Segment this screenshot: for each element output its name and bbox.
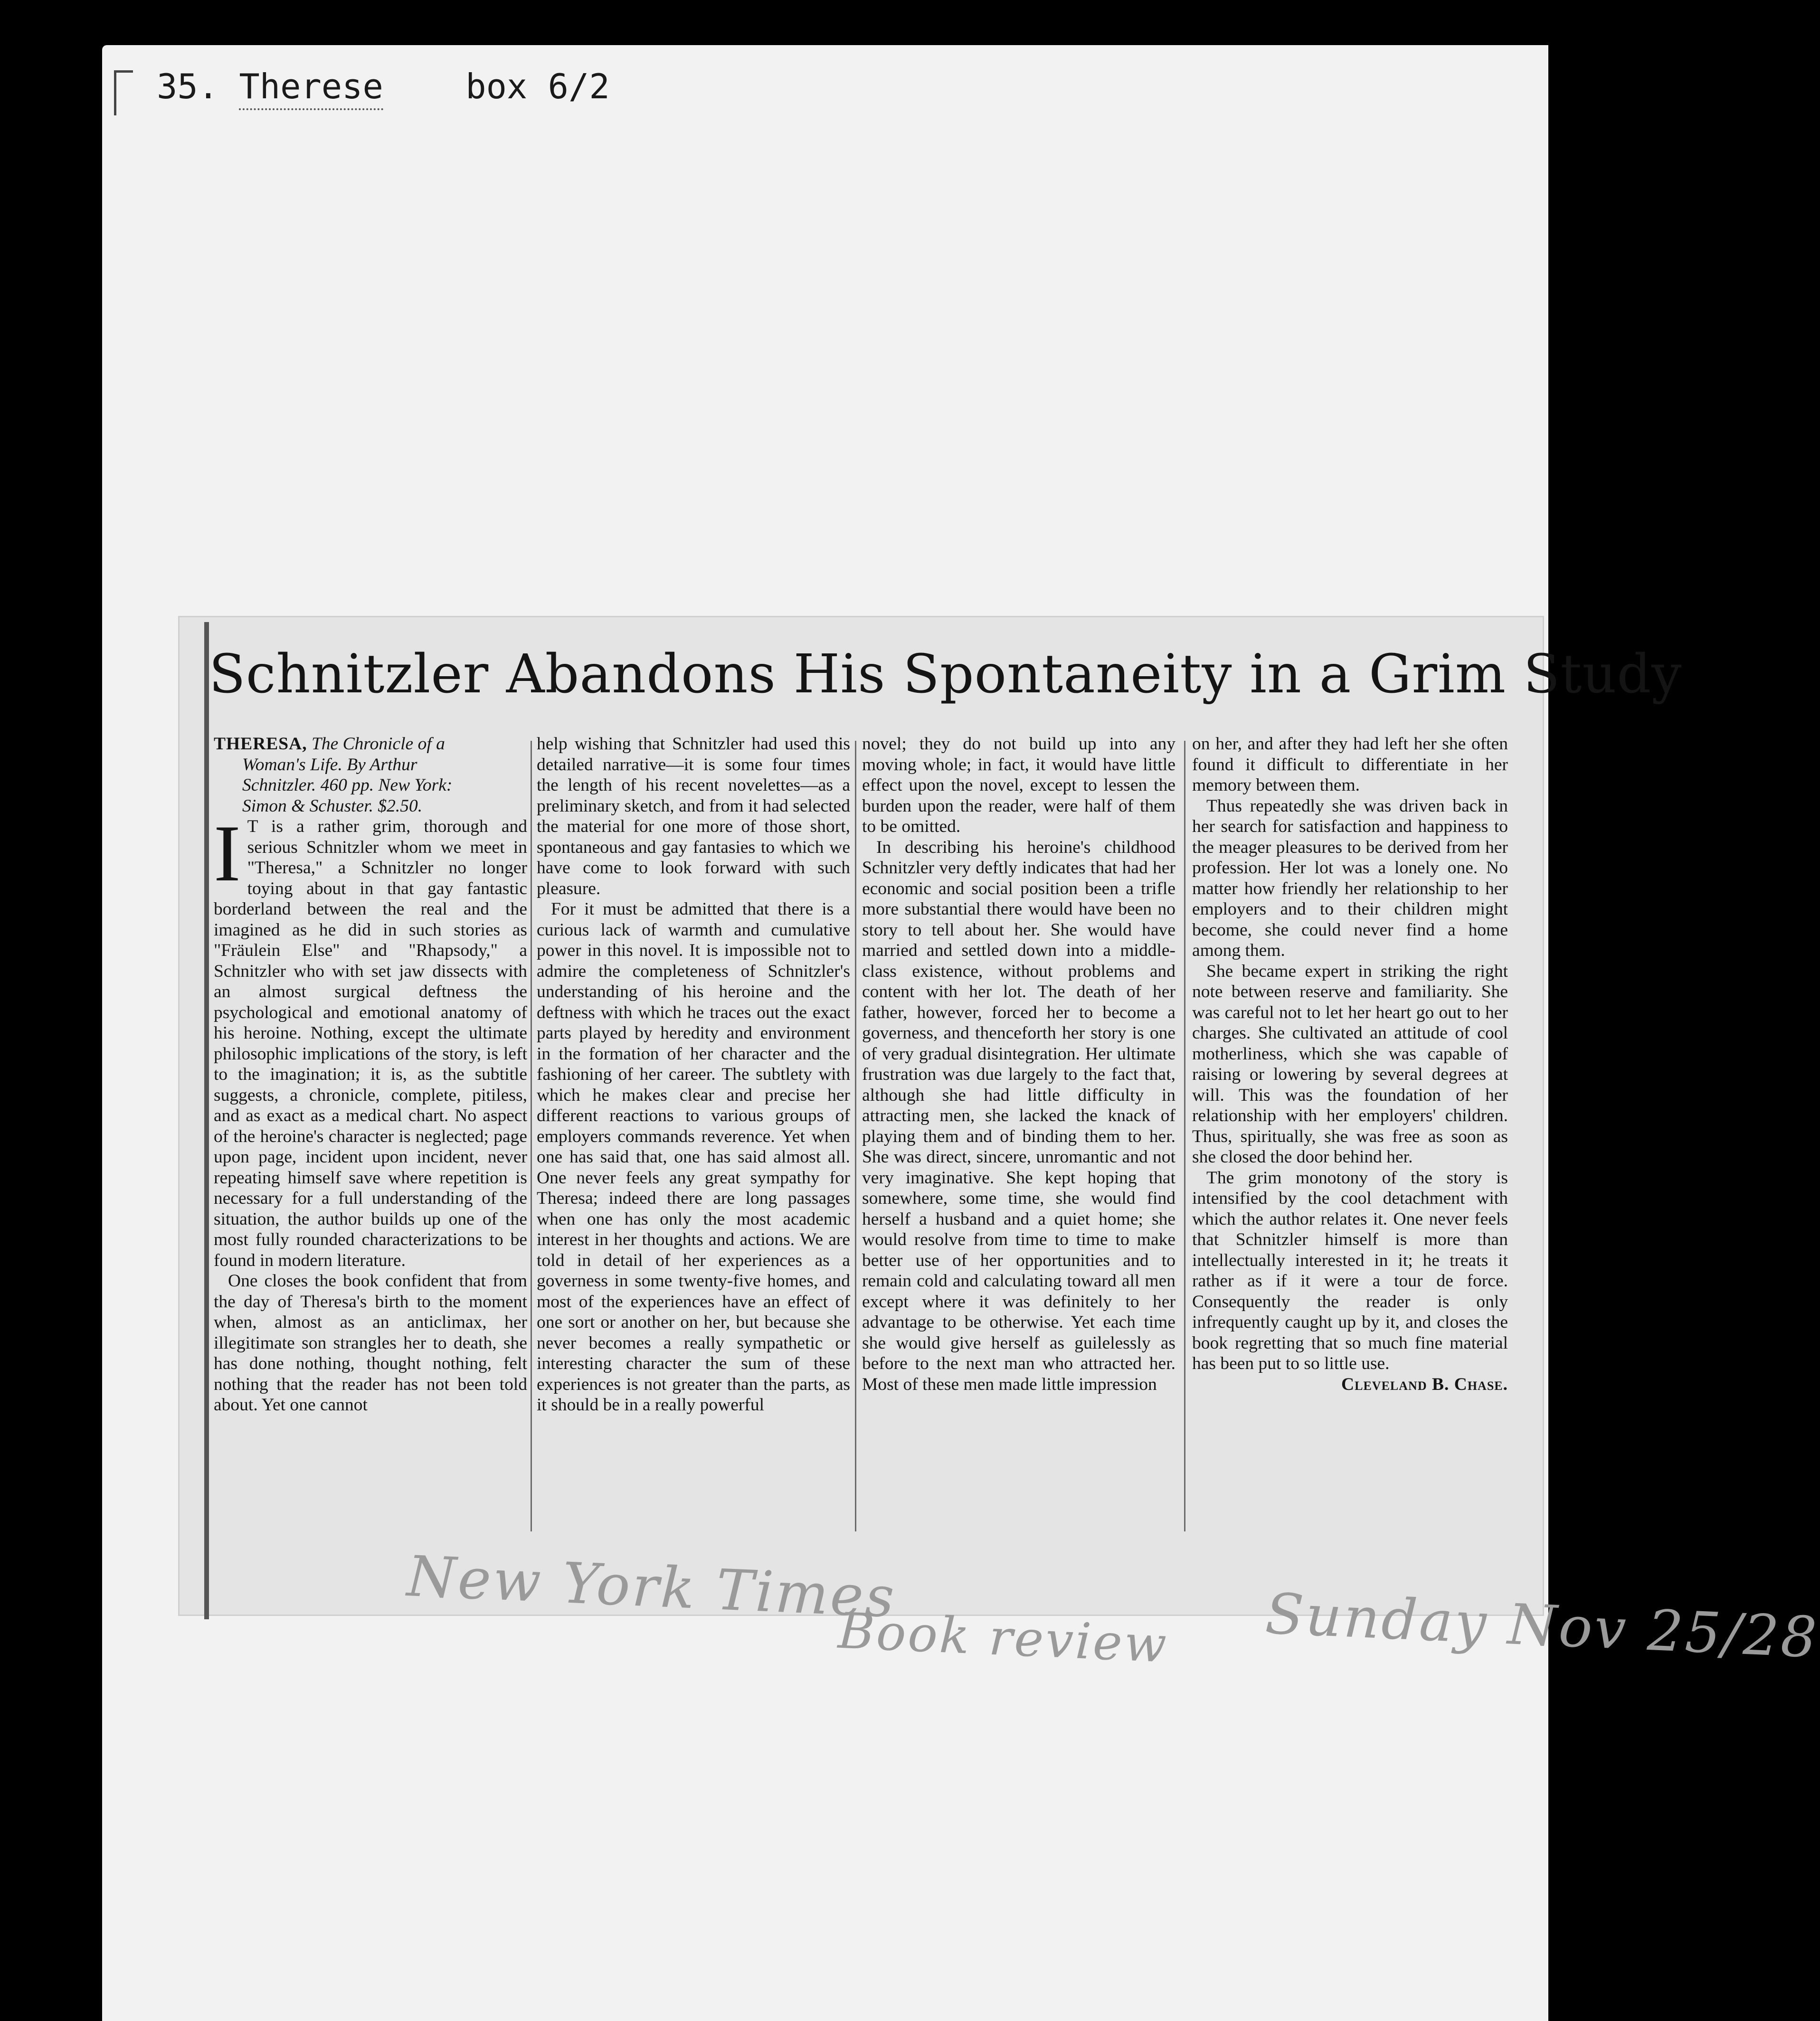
box-label: box 6/2 <box>465 66 610 106</box>
paragraph: She became expert in striking the right note between reserve and familiarity. She was careful not to let her heart go out to her charges. She cultivated an attitude of cool motherliness, which she was capable of raising or lowering by several degrees at will. This was the foundation of her relationship with her employers' children. Thus, spiritually, she was free as soon as she closed the door behind her. <box>1192 961 1508 1167</box>
folder-title: Therese <box>239 66 383 110</box>
folder-label <box>157 66 610 106</box>
book-title: THERESA, <box>214 734 307 754</box>
paragraph <box>214 809 527 1271</box>
paragraph: Thus repeatedly she was driven back in her search for satisfaction and happiness to the meager pleasures to be derived from her profession. Her lot was a lonely one. No matter how friendly her relationship to her employers and to their children might become, she could never find a home among them. <box>1192 796 1508 960</box>
folder-number: 35. <box>157 66 219 106</box>
column-rule <box>531 741 532 1531</box>
drop-cap: I <box>214 809 241 898</box>
byline: Cleveland B. Chase. <box>1341 1374 1508 1394</box>
paragraph: In describing his heroine's childhood Schnitzler very deftly indicates that had her economic and social position been a trifle more substantial there would have been no story to tell about her. She would have married and settled down into a middle-class existence, without problems and content with her lot. The death of her father, however, forced her to become a governess, and thenceforth her story is one of very gradual disintegration. Her ultimate frustration was due largely to the fact that, although she had little difficulty in attracting men, she lacked the knack of playing them and of binding them to her. She was direct, sincere, unromantic and not very imaginative. She kept hoping that somewhere, some time, she would find herself a husband and a quiet home; she would resolve from time to time to make better use of her opportunities and to remain cold and calculating toward all men except where it was definitely to her advantage to be otherwise. Yet each time she would give herself as guilelessly as before to the next man who attracted her. Most of these men made little impression <box>862 837 1175 1394</box>
book-info-line: The Chronicle of a <box>311 734 445 754</box>
annotation-date: Sunday Nov 25/28 <box>1264 1580 1820 1671</box>
paragraph: novel; they do not build up into any moving whole; in fact, it would have little effect upon the novel, except to lessen the burden upon the reader, were half of them to be omitted. <box>862 734 1175 836</box>
annotation-section: Book review <box>837 1601 1170 1674</box>
article-column-1 <box>214 734 527 1416</box>
book-info-line: Schnitzler. 460 pp. New York: <box>242 775 453 795</box>
article-column-2 <box>537 734 850 1416</box>
paragraph-text: T is a rather grim, thorough and serious Schnitzler whom we meet in "Theresa," a Schnitzler no longer toying about in that gay fantastic borderland between the real and the imagined as he did in such stories as "Fräulein Else" and "Rhapsody," a Schnitzler who with set jaw dissects with an almost surgical deftness the psychological and emotional anatomy of his heroine. Nothing, except the ultimate philosophic implications of the story, is left to the imagination; it is, as the subtitle suggests, a chronicle, complete, pitiless, and as exact as a medical chart. No aspect of the heroine's character is neglected; page upon page, incident upon incident, never repeating himself save where repetition is necessary for a full understanding of the situation, the author builds up one of the most fully rounded characterizations to be found in modern literature. <box>214 817 527 1270</box>
clipping-edge <box>204 622 209 1619</box>
paragraph: help wishing that Schnitzler had used this detailed narrative—it is some four times the length of his recent novelettes—as a preliminary sketch, and from it had selected the material for one more of those short, spontaneous and gay fantasies to which we have come to look forward with such pleasure. <box>537 734 850 898</box>
paragraph: on her, and after they had left her she often found it difficult to differentiate in her memory between them. <box>1192 734 1508 795</box>
paragraph-text: The grim monotony of the story is intensified by the cool detachment with which the author relates it. One never feels that Schnitzler himself is more than intellectually interested in it; he treats it rather as if it were a tour de force. Consequently the reader is only infrequently caught up by it, and closes the book regretting that so much fine material has been put to so little use. <box>1192 1168 1508 1373</box>
paragraph: For it must be admitted that there is a curious lack of warmth and cumulative power in this novel. It is impossible not to admire the completeness of Schnitzler's understanding of his heroine and the deftness with which he traces out the exact parts played by heredity and environment in the formation of her character and the fashioning of her career. The subtlety with which he makes clear and precise her different reactions to various groups of employers commands reverence. Yet when one has said that, one has said almost all. One never feels any great sympathy for Theresa; indeed there are long passages when one has only the most academic interest in her thoughts and actions. We are told in detail of her experiences as a governess in some twenty-five homes, and most of the experiences have an effect of one sort or another on her, but because she never becomes a really sympathetic or interesting character the sum of these experiences is not greater than the parts, as it should be in a really powerful <box>537 899 850 1415</box>
article-column-3 <box>862 734 1175 1395</box>
book-info <box>214 734 527 816</box>
column-rule <box>1184 741 1185 1531</box>
corner-mark <box>114 70 116 115</box>
column-rule <box>855 741 856 1531</box>
book-info-line: Woman's Life. By Arthur <box>242 755 417 774</box>
book-info-line: Simon & Schuster. $2.50. <box>242 796 423 816</box>
paragraph: One closes the book confident that from the day of Theresa's birth to the moment when, almost as an anticlimax, her illegitimate son strangles her to death, she has done nothing, thought nothing, felt nothing that the reader has not been told about. Yet one cannot <box>214 1271 527 1415</box>
article-headline: Schnitzler Abandons His Spontaneity in a Grim Study <box>209 643 1682 705</box>
article-column-4 <box>1192 734 1508 1395</box>
paragraph <box>1192 1168 1508 1394</box>
annotation-source: New York Times <box>405 1543 898 1630</box>
